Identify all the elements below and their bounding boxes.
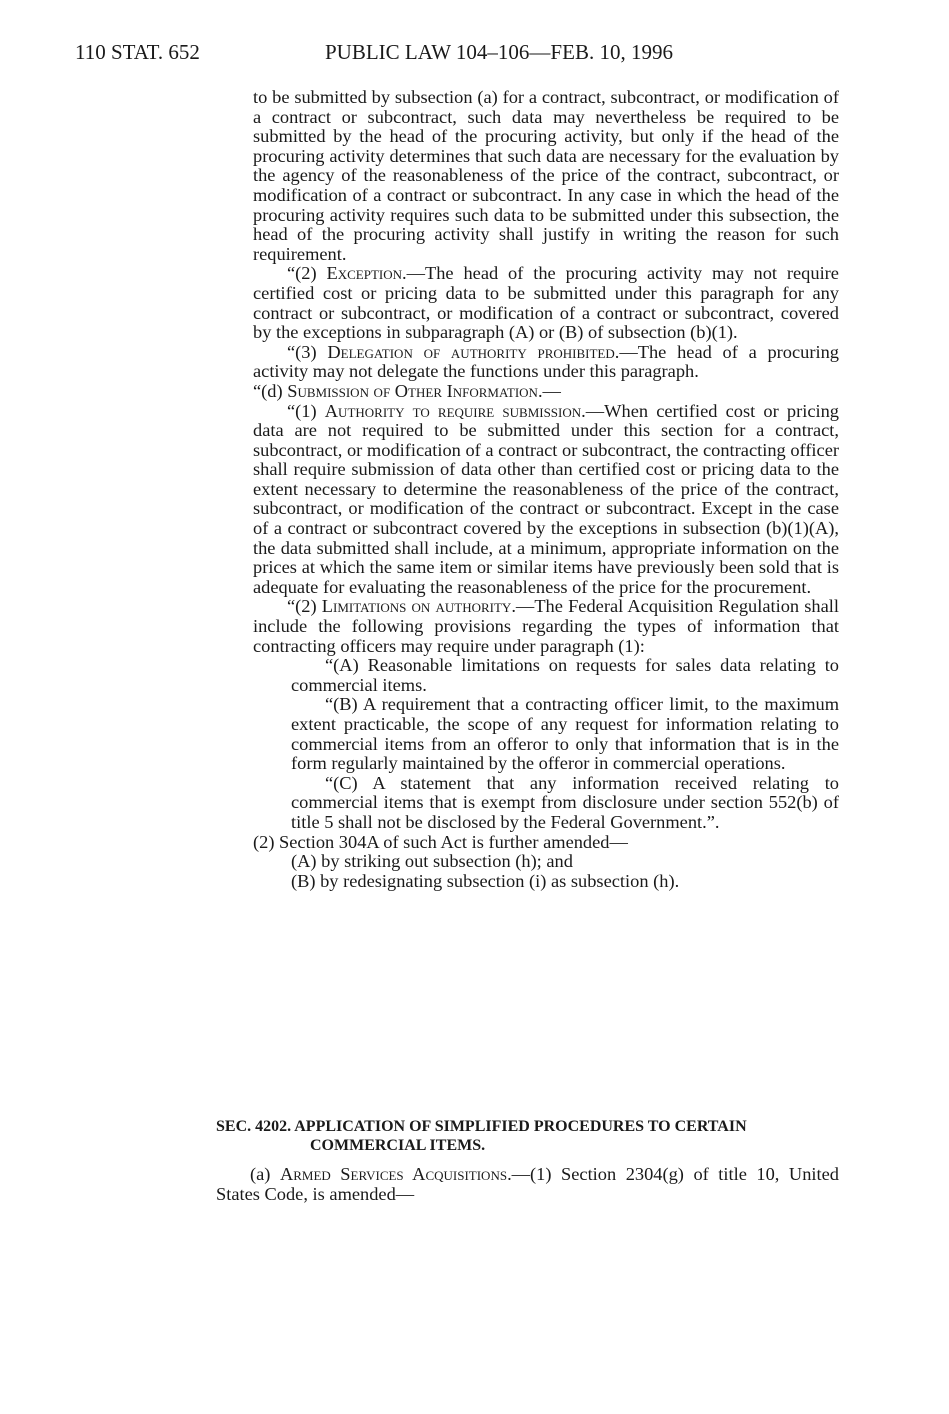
paragraph-exception [253, 264, 839, 342]
amendment-item-a: (A) by striking out subsection (h); and [291, 851, 573, 872]
paragraph-text: .—The head of a procuring activity may not delegate the functions under this paragraph. [253, 341, 839, 382]
running-title: PUBLIC LAW 104–106—FEB. 10, 1996 [325, 40, 673, 64]
subparagraph-b: “(B) A requirement that a contracting officer limit, to the maximum extent practicable, the scope of any request for information relating to commercial items from an offeror to only that information that is in the form regularly maintained by the offeror in commercial operations. [291, 694, 839, 774]
paragraph-heading: Exception [326, 263, 402, 284]
paragraph-prefix: “(1) [287, 400, 325, 421]
section-subsection-a [216, 1165, 839, 1204]
paragraph-prefix: (a) [250, 1164, 280, 1184]
subsection-d-heading [253, 382, 839, 402]
paragraph-limitations [253, 597, 839, 656]
paragraph-heading: Armed Services Acquisitions [279, 1164, 508, 1184]
paragraph-heading: Limitations on authority [321, 596, 512, 617]
paragraph-prefix: “(3) [287, 341, 328, 362]
subparagraph-a: “(A) Reasonable limitations on requests for sales data relating to commercial items. [291, 655, 839, 695]
page-header [75, 40, 673, 65]
paragraph-heading: Delegation of authority prohibited [327, 341, 615, 362]
paragraph-text: .—When certified cost or pricing data are not required to be submitted under this section for a contract, subcontract, or modification of a contract or subcontract, the contracting officer shall require submission of data other than certified cost or pricing data to the extent necessary to determine the reasonableness of the price of the contract, subcontract, or modification of the contract or subcontract. Except in the case of a contract or subcontract covered by the exceptions in subsection (b)(1)(A), the data submitted shall include, at a minimum, appropriate information on the prices at which the same item or similar items have previously been sold that is adequate for evaluating the reasonableness of the price for the procurement. [253, 400, 839, 597]
paragraph-prefix: “(2) [287, 263, 327, 284]
section-heading: SEC. 4202. APPLICATION OF SIMPLIFIED PROCEDURES TO CERTAIN COMMERCIAL ITEMS. [216, 1118, 747, 1154]
paragraph-delegation [253, 343, 839, 382]
paragraph-text: .—(1) Section 2304(g) of title 10, United States Code, is amended— [216, 1164, 839, 1204]
paragraph-prefix: “(2) [287, 596, 322, 617]
paragraph-heading: Authority to require submission [324, 400, 582, 421]
amendment-paragraph: (2) Section 304A of such Act is further amended— [253, 831, 628, 852]
amendment-item-b: (B) by redesignating subsection (i) as subsection (h). [291, 870, 680, 891]
paragraph-authority [253, 402, 839, 598]
main-text-column [253, 88, 839, 891]
statute-page-number: 110 STAT. 652 [75, 40, 200, 64]
paragraph-prefix: “(d) [253, 380, 288, 401]
paragraph-heading: Submission of Other Information [287, 380, 538, 401]
paragraph-text: .—The head of the procuring activity may not require certified cost or pricing data to be submitted under this paragraph for any contract or subcontract, or modification of a contract or subcontract, covered by the exceptions in subparagraph (A) or (B) of subsection (b)(1). [253, 263, 839, 343]
subparagraph-c: “(C) A statement that any information received relating to commercial items that is exempt from disclosure under section 552(b) of title 5 shall not be disclosed by the Federal Government.”. [291, 772, 839, 832]
section-4202 [216, 1117, 839, 1204]
paragraph-text: .—The Federal Acquisition Regulation shall include the following provisions regarding the types of information that contracting officers may require under paragraph (1): [253, 596, 839, 656]
paragraph-continuation: to be submitted by subsection (a) for a contract, subcontract, or modification of a contract or subcontract, such data may nevertheless be required to be submitted by the head of the procuring activity, but only if the head of the procuring activity determines that such data are necessary for the evaluation by the agency of the reasonableness of the price of the contract, subcontract, or modification of a contract or subcontract. In any case in which the head of the procuring activity requires such data to be submitted under this subsection, the head of the procuring activity shall justify in writing the reason for such requirement. [253, 87, 839, 264]
paragraph-text: .— [537, 380, 561, 401]
